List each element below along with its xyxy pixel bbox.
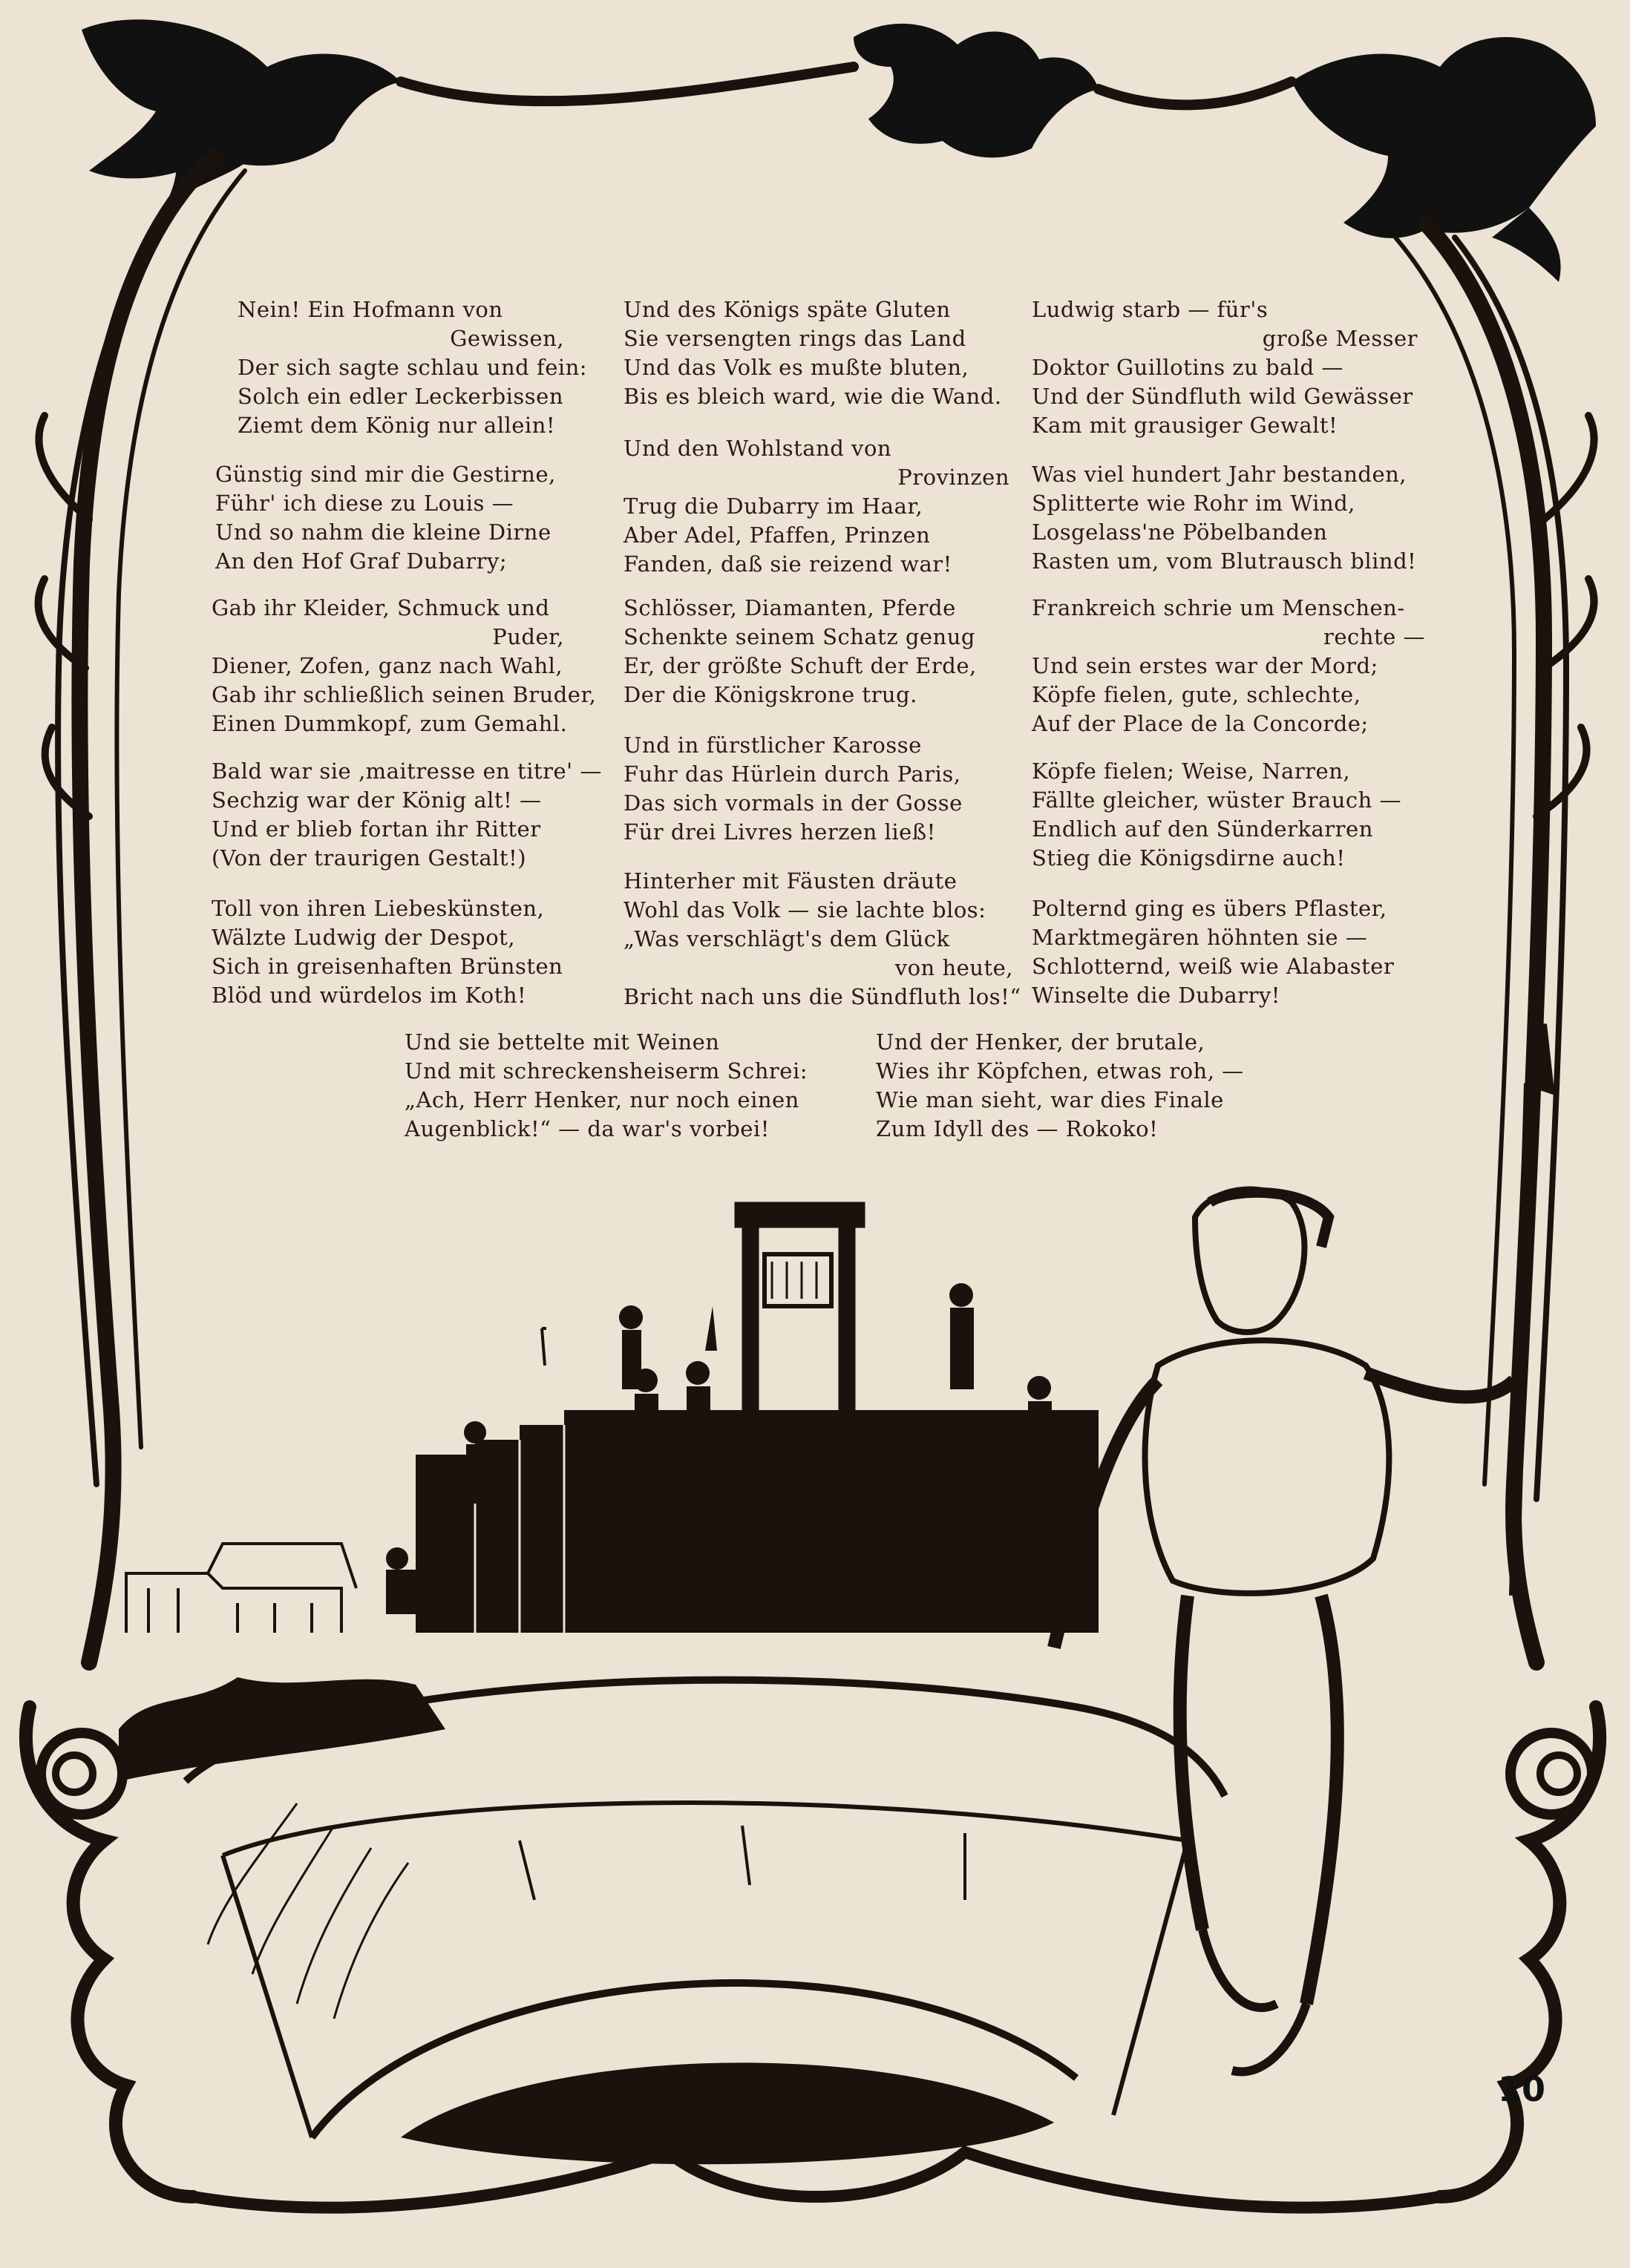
verse-line: Und den Wohlstand von <box>623 436 892 461</box>
stanza-col2-4 <box>623 731 995 847</box>
stanza-col3-2 <box>1032 460 1433 576</box>
verse-line: Rasten um, vom Blutrausch blind! <box>1032 548 1417 574</box>
verse-line: Und so nahm die kleine Dirne <box>215 520 551 545</box>
scaffold-illustration <box>416 1410 1099 1633</box>
verse-line: Kam mit grausiger Gewalt! <box>1032 413 1338 438</box>
verse-line: Solch ein edler Leckerbissen <box>238 384 564 409</box>
verse-line: Und das Volk es mußte bluten, <box>623 355 969 380</box>
verse-line: Doktor Guillotins zu bald — <box>1032 355 1343 380</box>
verse-line: Sechzig war der König alt! — <box>212 787 542 813</box>
verse-line: Er, der größte Schuft der Erde, <box>623 653 977 678</box>
verse-line: Provinzen <box>897 465 1009 490</box>
verse-line: Und der Sündfluth wild Gewässer <box>1032 384 1413 409</box>
verse-line: Und des Königs späte Gluten <box>623 297 951 322</box>
stanza-col1-3 <box>212 594 597 738</box>
verse-line: Köpfe fielen; Weise, Narren, <box>1032 758 1351 784</box>
verse-line: Augenblick!“ — da war's vorbei! <box>405 1116 770 1141</box>
verse-line: Wohl das Volk — sie lachte blos: <box>623 897 986 922</box>
stanza-col3-3 <box>1032 594 1425 738</box>
stanza-col3-1 <box>1032 295 1418 440</box>
verse-line: (Von der traurigen Gestalt!) <box>212 845 527 871</box>
verse-line: Toll von ihren Liebeskünsten, <box>212 896 545 921</box>
verse-line: Fanden, daß sie reizend war! <box>623 551 952 577</box>
verse-line: Und mit schreckensheiserm Schrei: <box>405 1058 808 1084</box>
executioner-illustration <box>1054 1024 1551 2072</box>
verse-line: Zum Idyll des — Rokoko! <box>876 1116 1159 1141</box>
stanza-col1-1 <box>238 295 588 440</box>
verse-line: rechte — <box>1323 624 1425 649</box>
building-illustration <box>126 1544 356 1633</box>
stanza-col2-5 <box>623 867 1021 1012</box>
verse-line: Winselte die Dubarry! <box>1032 983 1280 1008</box>
guillotine-illustration <box>735 1202 865 1440</box>
verse-line: Trug die Dubarry im Haar, <box>623 494 923 519</box>
stanza-col3-4 <box>1032 757 1418 873</box>
stanza-col2-1 <box>623 295 1002 411</box>
stanza-col1-5 <box>212 894 568 1010</box>
verse-line: Aber Adel, Pfaffen, Prinzen <box>623 522 931 548</box>
verse-line: „Ach, Herr Henker, nur noch einen <box>405 1087 799 1112</box>
verse-line: Köpfe fielen, gute, schlechte, <box>1032 682 1361 707</box>
stanza-col1-4 <box>212 757 602 873</box>
verse-line: Puder, <box>492 624 564 649</box>
verse-line: Fällte gleicher, wüster Brauch — <box>1032 787 1402 813</box>
verse-line: Fuhr das Hürlein durch Paris, <box>623 761 961 787</box>
stanza-col3-5 <box>1032 894 1433 1010</box>
verse-line: „Was verschlägt's dem Glück <box>623 926 950 951</box>
verse-line: von heute, <box>894 955 1013 980</box>
verse-line: Wie man sieht, war dies Finale <box>876 1087 1224 1112</box>
verse-line: Schlotternd, weiß wie Alabaster <box>1032 954 1395 979</box>
verse-line: Blöd und würdelos im Koth! <box>212 983 527 1008</box>
verse-line: Und er blieb fortan ihr Ritter <box>212 816 541 842</box>
raven-middle-illustration <box>854 24 1099 157</box>
verse-line: Ziemt dem König nur allein! <box>238 413 556 438</box>
verse-line: Ludwig starb — für's <box>1032 297 1269 322</box>
verse-line: Diener, Zofen, ganz nach Wahl, <box>212 653 563 678</box>
verse-line: Schlösser, Diamanten, Pferde <box>623 595 956 620</box>
verse-line: Günstig sind mir die Gestirne, <box>215 462 556 487</box>
page-number: 10 <box>1498 2069 1546 2109</box>
verse-line: Für drei Livres herzen ließ! <box>623 819 936 845</box>
verse-line: Frankreich schrie um Menschen- <box>1032 595 1405 620</box>
verse-line: Endlich auf den Sünderkarren <box>1032 816 1373 842</box>
verse-line: Sich in greisenhaften Brünsten <box>212 954 563 979</box>
verse-line: Der sich sagte schlau und fein: <box>238 355 588 380</box>
verse-line: Bis es bleich ward, wie die Wand. <box>623 384 1002 409</box>
stanza-col2-3 <box>623 594 1002 709</box>
verse-line: Sie versengten rings das Land <box>623 326 966 351</box>
verse-line: Stieg die Königsdirne auch! <box>1032 845 1346 871</box>
verse-line: Und in fürstlicher Karosse <box>623 732 922 758</box>
verse-line: Was viel hundert Jahr bestanden, <box>1032 462 1407 487</box>
verse-line: Wälzte Ludwig der Despot, <box>212 925 516 950</box>
stanza-bottom-left <box>405 1028 820 1144</box>
verse-line: Polternd ging es übers Pflaster, <box>1032 896 1387 921</box>
raven-left-illustration <box>82 19 401 208</box>
verse-line: Hinterher mit Fäusten dräute <box>623 868 958 894</box>
stanza-col1-2 <box>215 460 564 576</box>
arch-shadow-illustration <box>401 2062 1054 2164</box>
verse-line: Wies ihr Köpfchen, etwas roh, — <box>876 1058 1244 1084</box>
verse-line: Splitterte wie Rohr im Wind, <box>1032 491 1355 516</box>
verse-line: Bald war sie ‚maitresse en titre' — <box>212 758 602 784</box>
verse-line: Gewissen, <box>450 326 564 351</box>
verse-line: An den Hof Graf Dubarry; <box>215 548 508 574</box>
verse-line: Gab ihr schließlich seinen Bruder, <box>212 682 597 707</box>
verse-line: Und sie bettelte mit Weinen <box>405 1029 720 1055</box>
verse-line: Schenkte seinem Schatz genug <box>623 624 975 649</box>
stanza-bottom-right <box>876 1028 1292 1144</box>
verse-line: Losgelass'ne Pöbelbanden <box>1032 520 1328 545</box>
verse-line: Führ' ich diese zu Louis — <box>215 491 514 516</box>
verse-line: Und der Henker, der brutale, <box>876 1029 1205 1055</box>
stanza-col2-2 <box>623 434 1009 579</box>
verse-line: Bricht nach uns die Sündfluth los!“ <box>623 984 1021 1009</box>
verse-line: große Messer <box>1262 326 1418 351</box>
verse-line: Marktmegären höhnten sie — <box>1032 925 1368 950</box>
verse-line: Der die Königskrone trug. <box>623 682 917 707</box>
verse-line: Nein! Ein Hofmann von <box>238 297 503 322</box>
verse-line: Gab ihr Kleider, Schmuck und <box>212 595 550 620</box>
verse-line: Auf der Place de la Concorde; <box>1032 711 1369 736</box>
verse-line: Das sich vormals in der Gosse <box>623 790 963 816</box>
verse-line: Und sein erstes war der Mord; <box>1032 653 1378 678</box>
verse-line: Einen Dummkopf, zum Gemahl. <box>212 711 568 736</box>
